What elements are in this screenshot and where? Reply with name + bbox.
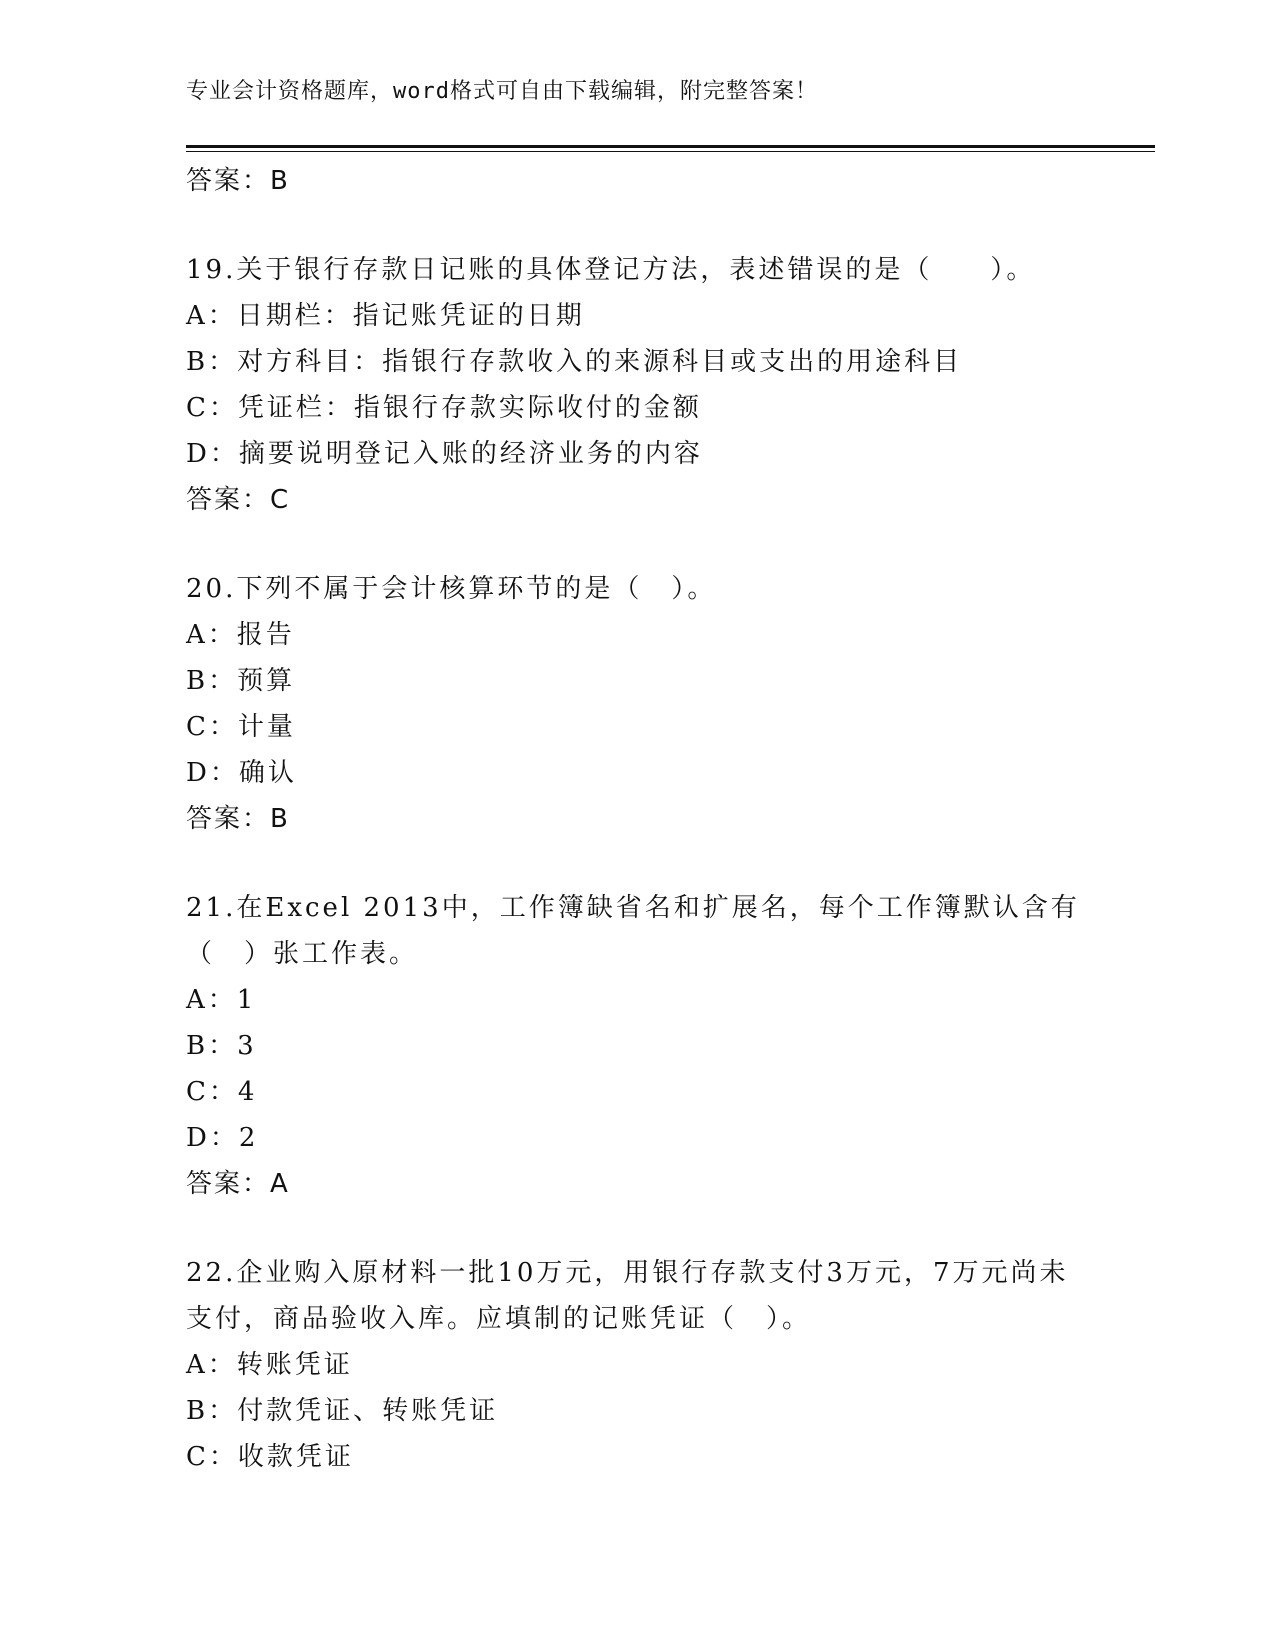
option-c: C：收款凭证 [186,1442,354,1472]
question-stem: 19.关于银行存款日记账的具体登记方法，表述错误的是（ ）。 [186,255,1036,285]
answer-line: 答案：B [186,166,290,196]
header-rule-thin [186,151,1155,152]
question-20 [186,566,1086,842]
page-header: 专业会计资格题库，word格式可自由下载编辑，附完整答案！ [186,79,818,104]
option-d: D：摘要说明登记入账的经济业务的内容 [186,439,703,469]
option-b: B：对方科目：指银行存款收入的来源科目或支出的用途科目 [186,347,963,377]
question-stem-continued: 支付，商品验收入库。应填制的记账凭证（ ）。 [186,1304,812,1334]
option-c: C：计量 [186,712,296,742]
answer-line: 答案：A [186,1169,290,1199]
question-21 [186,885,1086,1207]
option-a: A：转账凭证 [186,1350,353,1380]
question-stem: 21.在Excel 2013中，工作簿缺省名和扩展名，每个工作簿默认含有 [186,893,1080,923]
question-stem: 22.企业购入原材料一批10万元，用银行存款支付3万元，7万元尚未 [186,1258,1069,1288]
option-d: D：确认 [186,758,297,788]
header-rule-thick [186,145,1155,148]
question-19 [186,247,1086,523]
answer-line: 答案：B [186,804,290,834]
option-b: B：预算 [186,666,296,696]
option-a: A：1 [186,985,257,1015]
option-c: C：凭证栏：指银行存款实际收付的金额 [186,393,702,423]
option-b: B：3 [186,1031,257,1061]
option-a: A：报告 [186,620,295,650]
option-a: A：日期栏：指记账凭证的日期 [186,301,585,331]
question-list [186,158,1086,1480]
answer-line: 答案：C [186,485,291,515]
option-c: C：4 [186,1077,258,1107]
option-b: B：付款凭证、转账凭证 [186,1396,499,1426]
question-stem: 20.下列不属于会计核算环节的是（ ）。 [186,574,717,604]
question-22 [186,1250,1086,1480]
option-d: D：2 [186,1123,259,1153]
question-stem-continued: （ ）张工作表。 [186,939,419,969]
